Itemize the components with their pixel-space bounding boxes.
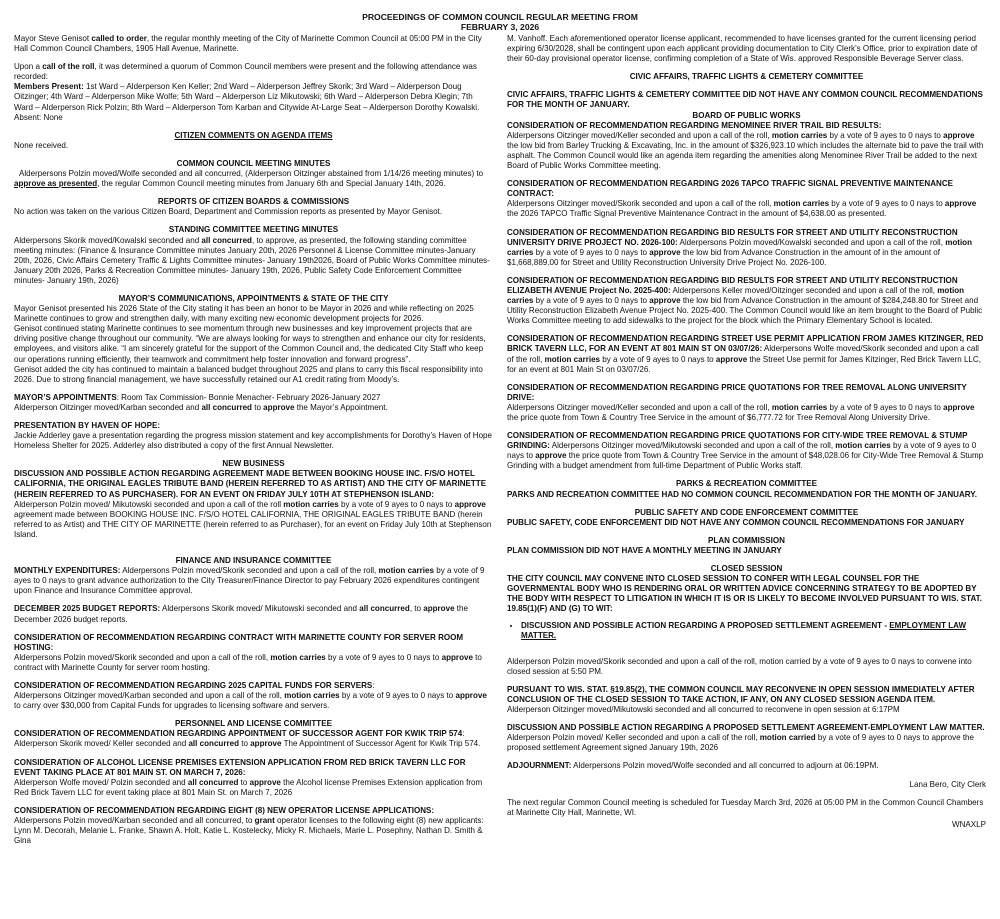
text: the price quote from Town & Country Tree Service in the amount of $6,777.72 for Tree Removal Along University Drive. bbox=[507, 413, 930, 422]
text: Alderpersons Wolfe moved/Skorik seconded and upon a call of the roll, bbox=[507, 344, 979, 364]
paragraph: The next regular Common Council meeting is scheduled for Tuesday March 3rd, 2026 at 05:00 PM in the Common Council Chambers at Marinette City Hall, Marinette, WI. bbox=[507, 797, 984, 817]
text: The Appointment of Successor Agent for Kwik Trip 574. bbox=[281, 739, 481, 749]
paragraph: Alderperson Oitzinger moved/Mikutowski seconded and all concurred to reconvene in open session at 6:17PM bbox=[507, 705, 900, 715]
paragraph bbox=[507, 276, 986, 326]
text: the 2026 TAPCO Traffic Signal Preventive Maintenance Contract in the amount of $4,638.00 as presented. bbox=[507, 209, 887, 219]
emphasis: approve bbox=[715, 354, 748, 364]
text: by a vote of 9 ayes to 0 nays to bbox=[533, 247, 650, 257]
item-heading: CIVIC AFFAIRS, TRAFFIC LIGHTS & CEMETERY COMMITTEE DID NOT HAVE ANY COMMON COUNCIL RECOMMENDATIONS FOR THE MONTH OF JANUARY. bbox=[507, 90, 983, 110]
text: to bbox=[251, 402, 264, 412]
text: by a vote of 9 ayes to 0 nays to bbox=[533, 296, 650, 306]
text: to bbox=[238, 777, 250, 787]
section-heading: CIVIC AFFAIRS, TRAFFIC LIGHTS & CEMETERY COMMITTEE bbox=[629, 72, 864, 82]
text: Alderpersons Polzin moved/Kowalski seconded and upon a call of the roll, bbox=[677, 237, 946, 247]
emphasis: approve bbox=[649, 247, 681, 257]
paragraph bbox=[14, 778, 493, 798]
item-heading: CONSIDERATION OF RECOMMENDATION REGARDING BID RESULTS FOR STREET AND UTILITY RECONSTRUCTION ELIZABETH AVENUE Project No. 2025-400: bbox=[507, 275, 958, 295]
item-heading: CONSIDERATION OF RECOMMENDATION REGARDING BID RESULTS FOR STREET AND UTILITY RECONSTRUCTION UNIVERSITY DRIVE PROJECT NO. 2026-100: bbox=[507, 227, 958, 247]
text: , the regular monthly meeting of the City of Marinette Common Council at 05:00 PM in the City Hall Common Council Chambers, 1905 Hall Avenue, Marinette. bbox=[14, 34, 482, 54]
text: by a vote of 9 ayes to 0 nays to bbox=[829, 199, 945, 209]
emphasis: approve bbox=[943, 402, 975, 412]
text: : bbox=[462, 729, 465, 739]
left-column bbox=[14, 34, 493, 846]
members-text: 1st Ward – Alderperson Ken Keller; 2nd Ward – Alderperson Jeffrey Skorik; 3rd Ward – Alderperson Doug Oitzinger; 4th Ward – Alderperson Mike Wolfe; 5th Ward – Alderperson Liz Mikutowski; 6th Ward – Alderperson Debra Klegin; 7th Ward – Alderperson Rick Polzin; 8th Ward – Alderperson Tom Karban and Citywide At-Large Seat – Alderperson Dorothy Kowalski. bbox=[14, 82, 480, 112]
section-heading: PUBLIC SAFETY AND CODE ENFORCEMENT COMMITTEE bbox=[634, 507, 859, 517]
text: by a vote of 9 ayes to 0 nays to approve the proposed settlement Agreement signed January 19th, 2026 bbox=[507, 733, 975, 753]
emphasis: call of the roll bbox=[42, 62, 95, 72]
paragraph bbox=[14, 653, 493, 673]
item-heading: DISCUSSION AND POSSIBLE ACTION REGARDING A PROPOSED SETTLEMENT AGREEMENT-EMPLOYMENT LAW MATTER. bbox=[507, 723, 985, 733]
paragraph bbox=[14, 169, 493, 189]
text: Alderpersons Keller moved/Oitzinger seconded and upon a call of the roll, bbox=[670, 285, 938, 295]
text: Alderpersons Polzin moved/Skorik seconded and upon a call of the roll, bbox=[14, 652, 271, 662]
paragraph bbox=[14, 566, 493, 596]
text: the low bid from Advance Construction in the amount of in the amount of $1,668,889.00 for Street and Utility Reconstruction University Drive Project No. 2026-100. bbox=[507, 247, 941, 267]
text: the Street Use permit for James Kitzinger, Red Brick Tavern LLC, for an event at 801 Main St on 03/07/26. bbox=[507, 354, 981, 374]
members-label: Members Present: bbox=[14, 82, 84, 92]
text: by a vote of 9 ayes to 0 nays to bbox=[338, 499, 455, 509]
text: Alderperson Oitzinger moved/Karban seconded and bbox=[14, 402, 202, 412]
closed-session-list bbox=[507, 621, 986, 641]
paragraph bbox=[507, 761, 986, 771]
text: the Alcohol license Premises Extension application from Red Brick Tavern LLC for event taking place at 801 Main St. on March 7, 2026 bbox=[14, 777, 483, 797]
paragraph bbox=[14, 393, 493, 413]
text: operator licenses to the following eight (8) new applicants: Lynn M. Decorah, Melanie L. Franke, Shawn A. Holt, Katie L. Kostelecky, Micky R. Michaels, Marie L. Posephny, Nathan D. Smith & Gina bbox=[14, 816, 484, 846]
text: Mayor Genisot presented his 2026 State of the City stating it has been an honor to be Mayor in 2026 and while reflecting on 2025 Marinette continues to grow and strengthen daily, with many exciting new economic development projects for 2026. bbox=[14, 304, 474, 324]
section-heading: BOARD OF PUBLIC WORKS bbox=[692, 110, 801, 120]
paragraph bbox=[507, 334, 986, 374]
emphasis: approve bbox=[249, 777, 281, 787]
section-heading: MAYOR’S COMMUNICATIONS, APPOINTMENTS & STATE OF THE CITY bbox=[118, 293, 389, 303]
text: by a vote of 9 ayes to 0 nays to bbox=[827, 402, 944, 412]
text: by a vote of 9 ayes to 0 nays to bbox=[325, 652, 442, 662]
publication-code: WNAXLP bbox=[952, 819, 986, 829]
text: the price quote from Town & Country Tree Service in the amount of $48,028.06 for City-Wide Tree Removal & Stump Grinding with a budget amendment from full-time Department of Public Works staff. bbox=[507, 451, 984, 471]
label: DECEMBER 2025 BUDGET REPORTS: bbox=[14, 604, 161, 614]
text: to contract with Marinette County for server room hosting. bbox=[14, 652, 482, 672]
roll-call bbox=[14, 62, 493, 123]
item-heading bbox=[14, 681, 493, 691]
text: by a vote of 9 ayes to 0 nays to grant advance authorization to the City Treasurer/Finance Director to pay February 2026 expenditures contingent upon Finance and Insurance Committee approval. bbox=[14, 566, 485, 596]
emphasis: all concurred bbox=[359, 604, 410, 614]
text: the low bid from Advance Construction in the amount of $284,248.80 for Street and Utility Reconstruction Elizabeth Avenue Project No. 2025-400. The Common Council would like an item brought to the Board of Public Works Committee meeting to add sidewalks to the project for the block which the Primary Elementary School is located. bbox=[507, 296, 983, 326]
text: Alderpersons Polzin moved/Skorik seconded and upon a call of the roll, bbox=[120, 566, 379, 576]
text: Genisot continued stating Marinette continues to see momentum through new businesses and key improvement projects that are driving positive change throughout our community. “We are always looking for ways to strengthen and enhance our city for residents, employees, and visitors alike. “I am sincerely grateful for the support of the Common Council and, the dedicated City Staff who keep our operations running efficiently, their teamwork and commitment help foster innovation and forward progress”. bbox=[14, 324, 486, 364]
item-heading: CONSIDERATION OF RECOMMENDATION REGARDING STREET USE PERMIT APPLICATION FROM JAMES KITZINGER, RED BRICK TAVERN LLC, FOR AN EVENT AT 801 MAIN ST ON 03/07/26: bbox=[507, 334, 984, 354]
paragraph: Jackie Adderley gave a presentation regarding the progress mission statement and key accomplishments for Dorothy’s Haven of Hope Homeless Shelter for 2025. Adderley also distributed a copy of the first Annual Newsletter. bbox=[14, 431, 492, 451]
text: Alderpersons Oitzinger moved/Keller seconded and upon a call of the roll, bbox=[507, 402, 772, 412]
title-line-1: PROCEEDINGS OF COMMON COUNCIL REGULAR MEETING FROM bbox=[362, 12, 638, 22]
emphasis: approve bbox=[943, 130, 975, 140]
paragraph: M. Vanhoff. Each aforementioned operator license applicant, recommended to have licenses granted for the current licensing period expiring 6/30/2028, shall be contingent upon each applicant providing documentation to City Clerk’s Office, prior to expiration date of their 60-day provisional operator license, confirming completion of a State of Wis. approved Responsible Beverage Server class. bbox=[507, 34, 978, 64]
item-heading bbox=[14, 729, 493, 739]
item-heading: CONSIDERATION OF RECOMMENDATION REGARDING CONTRACT WITH MARINETTE COUNTY FOR SERVER ROOM HOSTING: bbox=[14, 632, 464, 652]
paragraph bbox=[507, 733, 986, 753]
clerk-signature: Lana Bero, City Clerk bbox=[909, 779, 986, 789]
text: to carry over $30,000 from Capital Funds for upgrades to licensing software and servers. bbox=[14, 701, 330, 711]
text: the low bid from Barley Trucking & Excavating, Inc. in the amount of $326,923.10 which includes the alternate bid to pave the trail with asphalt. The Common Council would like an agenda item regarding the amenities along Menominee River Trail be added to the next Board of Public Works Committee meeting. bbox=[507, 140, 984, 171]
text: Alderpersons Oitzinger moved/Keller seconded and upon a call of the roll, bbox=[507, 130, 772, 140]
text: , to bbox=[409, 604, 424, 614]
paragraph bbox=[507, 199, 986, 219]
section-heading: PLAN COMMISSION bbox=[708, 535, 785, 545]
item-heading: CONSIDERATION OF RECOMMENDATION REGARDING MENOMINEE RIVER TRAIL BID RESULTS: bbox=[507, 120, 882, 130]
emphasis: approve bbox=[454, 499, 486, 509]
paragraph: PARKS AND RECREATION COMMITTEE HAD NO COMMON COUNCIL RECOMMENDATION FOR THE MONTH OF JANUARY. bbox=[507, 489, 977, 499]
list-item bbox=[521, 621, 986, 641]
section-heading: CITIZEN COMMENTS ON AGENDA ITEMS bbox=[174, 130, 333, 140]
item-heading: CONSIDERATION OF RECOMMENDATION REGARDING PRICE QUOTATIONS FOR CITY-WIDE TREE REMOVAL & STUMP GRINDING: bbox=[507, 431, 968, 451]
text: Alderpersons Polzin moved/Wolfe seconded and all concurred, (Alderperson Oitzinger abstained from 1/14/26 meeting minutes) to bbox=[19, 169, 484, 179]
paragraph bbox=[14, 236, 493, 286]
section-heading: REPORTS OF CITIZEN BOARDS & COMMISSIONS bbox=[157, 197, 350, 207]
emphasis: motion carried bbox=[759, 733, 816, 743]
text: Alderpersons Oitzinger moved/Skorik seconded and upon a call of the roll, bbox=[507, 199, 774, 209]
title-line-2: FEBRUARY 3, 2026 bbox=[460, 22, 540, 32]
item-heading: PURSUANT TO WIS. STAT. §19.85(2), THE COMMON COUNCIL MAY RECONVENE IN OPEN SESSION IMMEDIATELY AFTER CONCLUSION OF THE CLOSED SESSION TO TAKE ACTION, IF ANY, ON ANY CLOSED SESSION AGENDA ITEM. bbox=[507, 684, 975, 704]
item-heading: CONSIDERATION OF RECOMMENDATION REGARDING 2026 TAPCO TRAFFIC SIGNAL PREVENTIVE MAINTENANCE CONTRACT: bbox=[507, 179, 954, 199]
emphasis: all concurred bbox=[188, 739, 239, 749]
emphasis: motion carries bbox=[773, 199, 830, 209]
paragraph bbox=[507, 228, 986, 268]
columns bbox=[14, 34, 986, 846]
paragraph: No action was taken on the various Citizen Board, Department and Commission reports as presented by Mayor Genisot. bbox=[14, 207, 443, 217]
section-heading: PRESENTATION BY HAVEN OF HOPE: bbox=[14, 421, 161, 430]
paragraph: Alderperson Polzin moved/Skorik seconded and upon a call of the roll, motion carried by a vote of 9 ayes to 0 nays to convene into closed session at 5:50 PM. bbox=[507, 656, 972, 676]
text: to bbox=[239, 739, 251, 749]
text: Alderpersons Oitzinger moved/Karban seconded and upon a call of the roll, bbox=[14, 691, 285, 701]
text: Alderpersons Skorik moved/ Mikutowski seconded and bbox=[160, 604, 360, 614]
text: Alderperson Skorik moved/ Keller seconded and bbox=[14, 739, 189, 749]
text: agreement made between BOOKING HOUSE INC. F/S/O HOTEL CALIFORNIA, THE ORIGINAL EAGLES TRIBUTE BAND (herein referred to as Artist) and THE CITY OF MARINETTE (herein referred to as Purchaser), for an event on Friday July 10th at Stephenson Island. bbox=[14, 509, 492, 539]
text: : bbox=[372, 680, 375, 690]
item-heading: THE CITY COUNCIL MAY CONVENE INTO CLOSED SESSION TO CONFER WITH LEGAL COUNSEL FOR THE GOVERNMENTAL BODY WHO IS RENDERING ORAL OR WRITTEN ADVICE CONCERNING STRATEGY TO BE ADOPTED BY THE BODY WITH RESPECT TO LITIGATION IN WHICH IT IS OR IS LIKELY TO BECOME INVOLVED PURSUANT TO WIS. STAT. 19.85(1)(F) AND (G) TO WIT: bbox=[507, 574, 982, 614]
text: Alderpersons Polzin moved/Wolfe seconded and all concurred to adjourn at 06:19PM. bbox=[571, 761, 879, 771]
text: the Mayor’s Appointment. bbox=[294, 402, 388, 412]
section-heading: CLOSED SESSION bbox=[710, 564, 783, 574]
emphasis: EMPLOYMENT LAW MATTER. bbox=[521, 620, 967, 640]
emphasis: motion carries bbox=[270, 652, 326, 662]
text: Alderperson Wolfe moved/ Polzin seconded and bbox=[14, 777, 188, 787]
item-heading: DISCUSSION AND POSSIBLE ACTION REGARDING AGREEMENT MADE BETWEEN BOOKING HOUSE INC. F/S/O HOTEL CALIFORNIA, THE ORIGINAL EAGLES TRIBUTE BAND (HEREIN REFERRED TO AS ARTIST) AND THE CITY OF MARINETTE (HEREIN REFERRED TO AS PURCHASER). FOR AN EVENT ON FRIDAY JULY 10TH AT STEPHENSON ISLAND: bbox=[14, 469, 487, 499]
emphasis: motion carries bbox=[835, 441, 891, 451]
section-heading: STANDING COMMITTEE MEETING MINUTES bbox=[168, 225, 339, 235]
paragraph bbox=[14, 304, 493, 385]
paragraph bbox=[507, 431, 986, 471]
text: by a vote of 9 ayes to 0 nays to bbox=[827, 130, 944, 140]
text: Upon a bbox=[14, 62, 43, 72]
emphasis: approve bbox=[455, 691, 487, 701]
paragraph bbox=[14, 500, 493, 540]
emphasis: motion carries bbox=[283, 499, 339, 509]
emphasis: called to order bbox=[91, 34, 147, 43]
text: Alderpersons Polzin moved/Karban seconded and all concurred, to bbox=[14, 816, 255, 825]
emphasis: motion carries bbox=[284, 691, 340, 701]
text: Alderpersons Skorik moved/Kowalski seconded and bbox=[14, 235, 202, 245]
emphasis: approve bbox=[441, 652, 473, 662]
right-column bbox=[507, 34, 986, 846]
emphasis: motion carries bbox=[378, 566, 434, 576]
emphasis: approve as presented bbox=[14, 179, 98, 189]
paragraph bbox=[14, 604, 493, 624]
label: MAYOR’S APPOINTMENTS bbox=[14, 392, 117, 402]
label: MONTHLY EXPENDITURES: bbox=[14, 566, 121, 576]
item-heading: CONSIDERATION OF ALCOHOL LICENSE PREMISES EXTENSION APPLICATION FROM RED BRICK TAVERN LLC FOR EVENT TAKING PLACE AT 801 MAIN ST. ON MARCH 7, 2026: bbox=[14, 757, 466, 777]
emphasis: approve bbox=[423, 604, 455, 614]
paragraph: PUBLIC SAFETY, CODE ENFORCEMENT DID NOT HAVE ANY COMMON COUNCIL RECOMMENDATIONS FOR JANUARY bbox=[507, 517, 965, 527]
emphasis: approve bbox=[649, 296, 681, 306]
text: , the regular Common Council meeting minutes from January 6th and Special January 14th, 2026. bbox=[97, 179, 446, 189]
text: CONSIDERATION OF RECOMMENDATION REGARDING APPOINTMENT OF SUCCESSOR AGENT FOR KWIK TRIP 574 bbox=[14, 729, 463, 739]
item-heading: CONSIDERATION OF RECOMMENDATION REGARDING EIGHT (8) NEW OPERATOR LICENSE APPLICATIONS: bbox=[14, 805, 435, 815]
paragraph: PLAN COMMISSION DID NOT HAVE A MONTHLY MEETING IN JANUARY bbox=[507, 545, 782, 555]
emphasis: motion carries bbox=[507, 285, 965, 306]
paragraph bbox=[507, 403, 986, 423]
text: : Room Tax Commission- Bonnie Menacher- February 2026-January 2027 bbox=[116, 392, 381, 402]
section-heading: FINANCE AND INSURANCE COMMITTEE bbox=[175, 556, 332, 566]
text: CONSIDERATION OF RECOMMENDATION REGARDING 2025 CAPITAL FUNDS FOR SERVERS bbox=[14, 680, 373, 690]
emphasis: motion carries bbox=[771, 130, 828, 140]
paragraph bbox=[14, 691, 493, 711]
text: DISCUSSION AND POSSIBLE ACTION REGARDING A PROPOSED SETTLEMENT AGREEMENT - bbox=[521, 620, 890, 630]
absent-text: Absent: None bbox=[14, 112, 63, 122]
text: by a vote of 9 ayes to 0 nays to bbox=[339, 691, 456, 701]
section-heading: NEW BUSINESS bbox=[222, 459, 285, 469]
emphasis: motion carries bbox=[507, 237, 973, 257]
section-heading: COMMON COUNCIL MEETING MINUTES bbox=[176, 158, 331, 168]
emphasis: all concurred bbox=[201, 235, 252, 245]
text: Genisot added the city has continued to maintain a balanced budget throughout 2025 and plans to carry this fiscal responsibility into 2026. Due to strong financial management, we have successfully retained our A1 credit rating from Moody’s. bbox=[14, 364, 483, 384]
emphasis: all concurred bbox=[187, 777, 239, 787]
text: , to approve, as presented, the following standing committee meeting minutes: (Finance & Insurance Committee minutes January 20th, 2026 Personnel & License Committee minutes-January 20th, 2026, Civic Affairs Cemetery Traffic & Lights Committee minutes- January 19th2026, Board of Public Works Committee minutes-January 20th 2026, Parks & Recreation Committee minutes- January 19th, 2026, Public Safety Code Enforcement Committee minutes- January 19th, 2026) bbox=[14, 235, 490, 285]
text: Alderperson Polzin moved/ Mikutowski seconded and upon a call of the roll bbox=[14, 499, 284, 509]
item-heading: CONSIDERATION OF RECOMMENDATION REGARDING PRICE QUOTATIONS FOR TREE REMOVAL ALONG UNIVERSITY DRIVE: bbox=[507, 382, 967, 402]
label: ADJOURNMENT: bbox=[507, 761, 572, 771]
section-heading: PARKS & RECREATION COMMITTEE bbox=[676, 479, 817, 489]
text: Alderperson Polzin moved/ Keller seconded and upon a call of the roll, bbox=[507, 733, 760, 743]
text: the December 2026 budget reports. bbox=[14, 604, 468, 624]
paragraph bbox=[507, 131, 986, 171]
text: by a vote of 9 ayes to 0 nays to bbox=[507, 441, 977, 461]
call-to-order bbox=[14, 34, 493, 54]
emphasis: grant bbox=[254, 816, 275, 825]
paragraph: None received. bbox=[14, 140, 69, 150]
emphasis: motion carries bbox=[771, 402, 828, 412]
emphasis: approve bbox=[250, 739, 282, 749]
emphasis: approve bbox=[944, 199, 977, 209]
emphasis: motion carries bbox=[544, 354, 601, 364]
emphasis: approve bbox=[263, 402, 295, 412]
section-heading: PERSONNEL AND LICENSE COMMITTEE bbox=[175, 719, 332, 729]
text: , it was determined a quorum of Common Council members were present and the following attendance was recorded: bbox=[14, 62, 477, 82]
paragraph bbox=[14, 816, 493, 846]
text: Mayor Steve Genisot bbox=[14, 34, 92, 43]
document-title bbox=[14, 12, 986, 32]
emphasis: all concurred bbox=[201, 402, 252, 412]
text: Alderpersons Oitzinger moved/Mikutowski seconded and upon a call of the roll, bbox=[549, 441, 836, 451]
emphasis: approve bbox=[535, 451, 567, 461]
text: by a vote of 9 ayes to 0 nays to bbox=[600, 354, 716, 364]
paragraph bbox=[14, 739, 493, 749]
